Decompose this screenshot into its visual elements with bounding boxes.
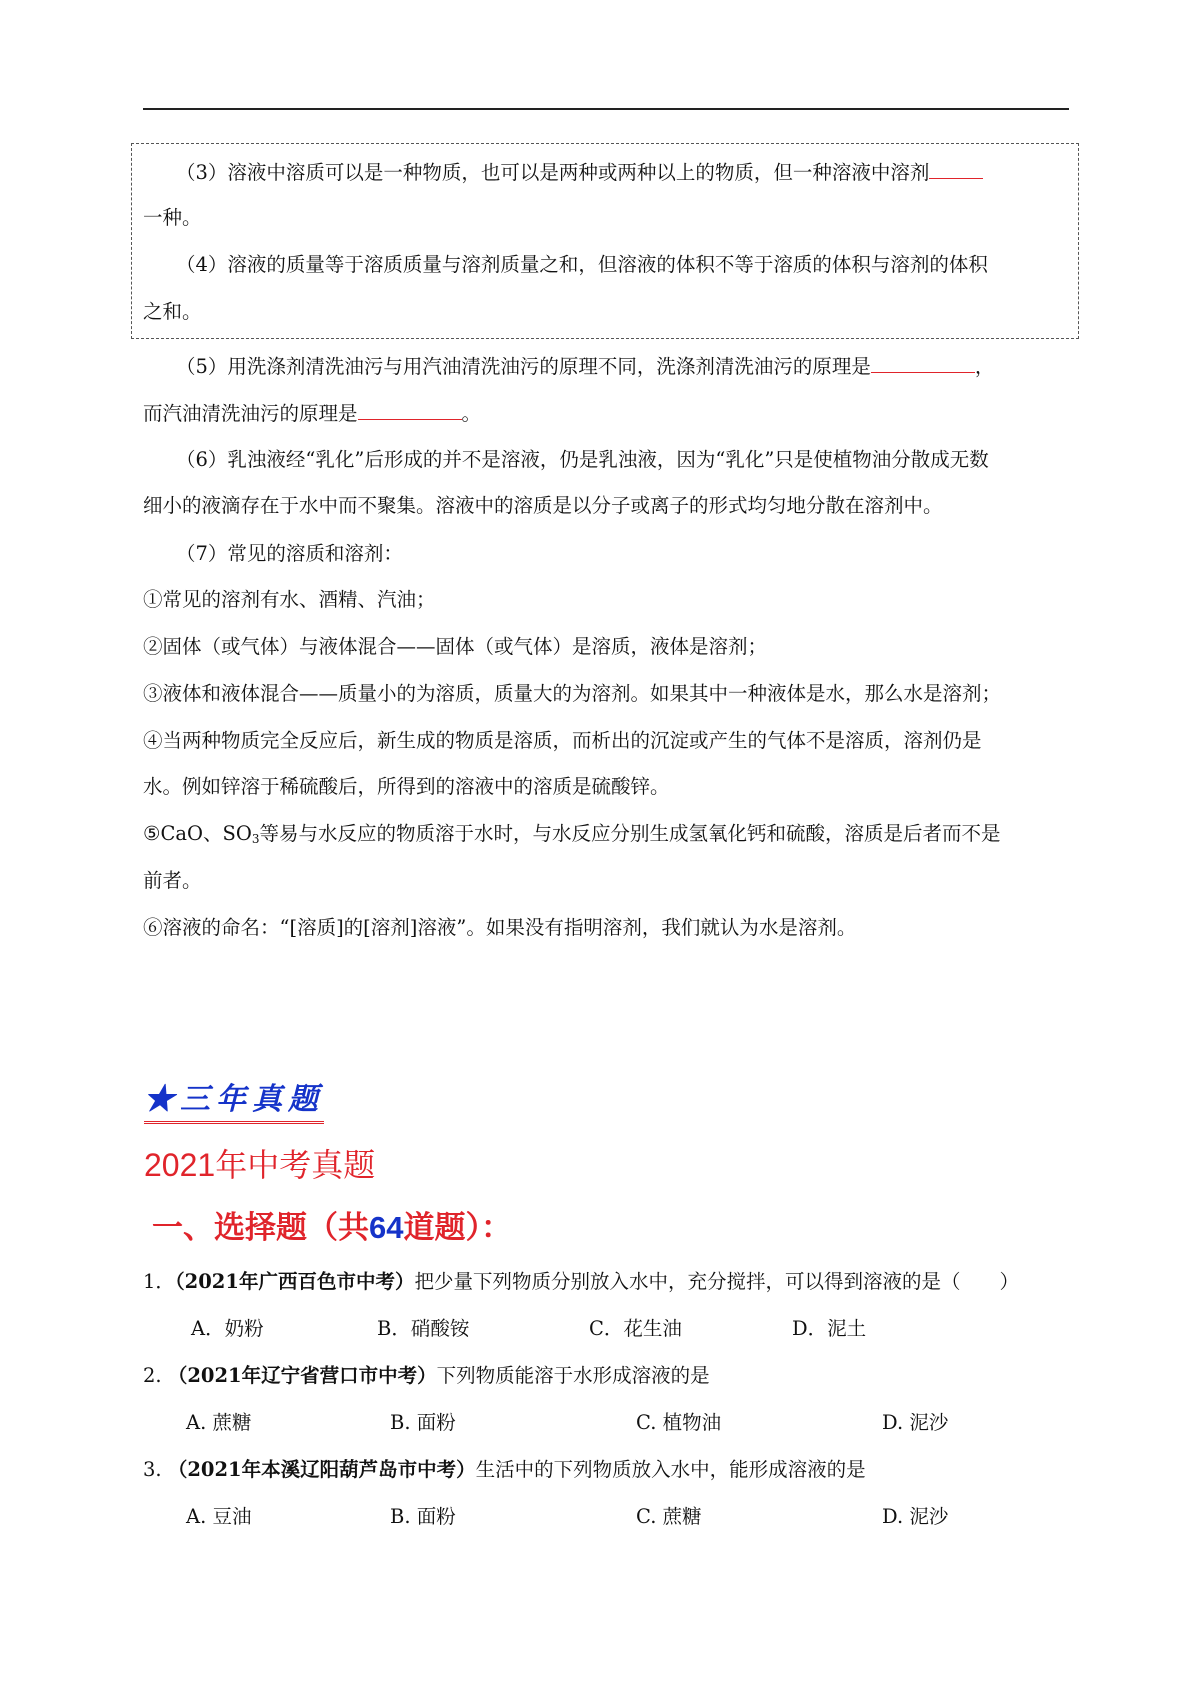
punctuation: ， bbox=[974, 355, 995, 378]
note-3-line2: 一种。 bbox=[143, 206, 202, 229]
subscript: 3 bbox=[251, 832, 260, 846]
item-5-line1 bbox=[143, 820, 1001, 853]
question-source: （2021年辽宁省营口市中考） bbox=[167, 1364, 437, 1387]
q2-option-a[interactable]: A. 蔗糖 bbox=[186, 1411, 252, 1434]
note-5-line1 bbox=[176, 352, 994, 381]
note-6-line2: 细小的液滴存在于水中而不聚集。溶液中的溶质是以分子或离子的形式均匀地分散在溶剂中。 bbox=[143, 494, 943, 517]
header-rule bbox=[143, 108, 1069, 110]
note-5-text-2: 而汽油清洗油污的原理是 bbox=[143, 402, 358, 425]
item-5-pre: ⑤CaO、SO bbox=[143, 822, 252, 845]
note-4-line1: （4）溶液的质量等于溶质质量与溶剂质量之和，但溶液的体积不等于溶质的体积与溶剂的体积 bbox=[176, 253, 988, 276]
question-text: 生活中的下列物质放入水中，能形成溶液的是 bbox=[475, 1458, 866, 1481]
q3-option-d[interactable]: D. 泥沙 bbox=[882, 1505, 949, 1528]
fill-blank[interactable] bbox=[929, 158, 983, 179]
question-number: 1． bbox=[143, 1270, 175, 1293]
question-2 bbox=[143, 1362, 710, 1390]
punctuation: 。 bbox=[461, 402, 482, 425]
question-count: 64 bbox=[369, 1210, 404, 1245]
question-number: 2. bbox=[143, 1364, 162, 1387]
q1-option-d[interactable]: D．泥土 bbox=[792, 1317, 867, 1340]
note-5-line2 bbox=[143, 399, 481, 428]
question-source: （2021年本溪辽阳葫芦岛市中考） bbox=[167, 1458, 476, 1481]
question-text: 把少量下列物质分别放入水中，充分搅拌，可以得到溶液的是（ ） bbox=[414, 1270, 1019, 1293]
item-1: ①常见的溶剂有水、酒精、汽油； bbox=[143, 588, 436, 611]
question-heading-pre: 一、选择题（共 bbox=[152, 1210, 369, 1245]
item-4-line1: ④当两种物质完全反应后，新生成的物质是溶质，而析出的沉淀或产生的气体不是溶质，溶剂仍是 bbox=[143, 729, 982, 752]
note-3-text: （3）溶液中溶质可以是一种物质，也可以是两种或两种以上的物质，但一种溶液中溶剂 bbox=[176, 161, 930, 184]
q2-option-c[interactable]: C. 植物油 bbox=[636, 1411, 722, 1434]
note-7-line: （7）常见的溶质和溶剂： bbox=[176, 542, 403, 565]
q2-option-d[interactable]: D. 泥沙 bbox=[882, 1411, 949, 1434]
question-heading-post: 道题）： bbox=[403, 1210, 512, 1245]
q1-option-a[interactable]: A．奶粉 bbox=[191, 1317, 264, 1340]
fill-blank[interactable] bbox=[871, 352, 975, 373]
question-heading bbox=[152, 1206, 512, 1250]
note-3-line1 bbox=[176, 158, 983, 187]
q1-option-c[interactable]: C．花生油 bbox=[589, 1317, 682, 1340]
item-3: ③液体和液体混合——质量小的为溶质，质量大的为溶剂。如果其中一种液体是水，那么水是溶剂； bbox=[143, 682, 1002, 705]
section-heading: ★三年真题 bbox=[144, 1080, 324, 1124]
item-2: ②固体（或气体）与液体混合——固体（或气体）是溶质，液体是溶剂； bbox=[143, 635, 768, 658]
question-text: 下列物质能溶于水形成溶液的是 bbox=[436, 1364, 710, 1387]
q2-option-b[interactable]: B. 面粉 bbox=[390, 1411, 456, 1434]
item-6: ⑥溶液的命名：“[溶质]的[溶剂]溶液”。如果没有指明溶剂，我们就认为水是溶剂。 bbox=[143, 916, 857, 939]
q3-option-c[interactable]: C. 蔗糖 bbox=[636, 1505, 702, 1528]
year-title: 2021年中考真题 bbox=[144, 1147, 376, 1183]
note-6-line1: （6）乳浊液经“乳化”后形成的并不是溶液，仍是乳浊液，因为“乳化”只是使植物油分散成无数 bbox=[176, 448, 989, 471]
note-5-text: （5）用洗涤剂清洗油污与用汽油清洗油污的原理不同，洗涤剂清洗油污的原理是 bbox=[176, 355, 871, 378]
q3-option-a[interactable]: A. 豆油 bbox=[186, 1505, 252, 1528]
item-5-line2: 前者。 bbox=[143, 869, 202, 892]
question-source: （2021年广西百色市中考） bbox=[174, 1270, 415, 1293]
fill-blank[interactable] bbox=[358, 399, 462, 420]
q3-option-b[interactable]: B. 面粉 bbox=[390, 1505, 456, 1528]
note-4-line2: 之和。 bbox=[143, 300, 202, 323]
question-3 bbox=[143, 1456, 866, 1484]
q1-option-b[interactable]: B．硝酸铵 bbox=[377, 1317, 470, 1340]
question-number: 3. bbox=[143, 1458, 162, 1481]
question-1 bbox=[143, 1268, 1019, 1296]
item-5-post: 等易与水反应的物质溶于水时，与水反应分别生成氢氧化钙和硫酸，溶质是后者而不是 bbox=[259, 822, 1001, 845]
item-4-line2: 水。例如锌溶于稀硫酸后，所得到的溶液中的溶质是硫酸锌。 bbox=[143, 775, 670, 798]
